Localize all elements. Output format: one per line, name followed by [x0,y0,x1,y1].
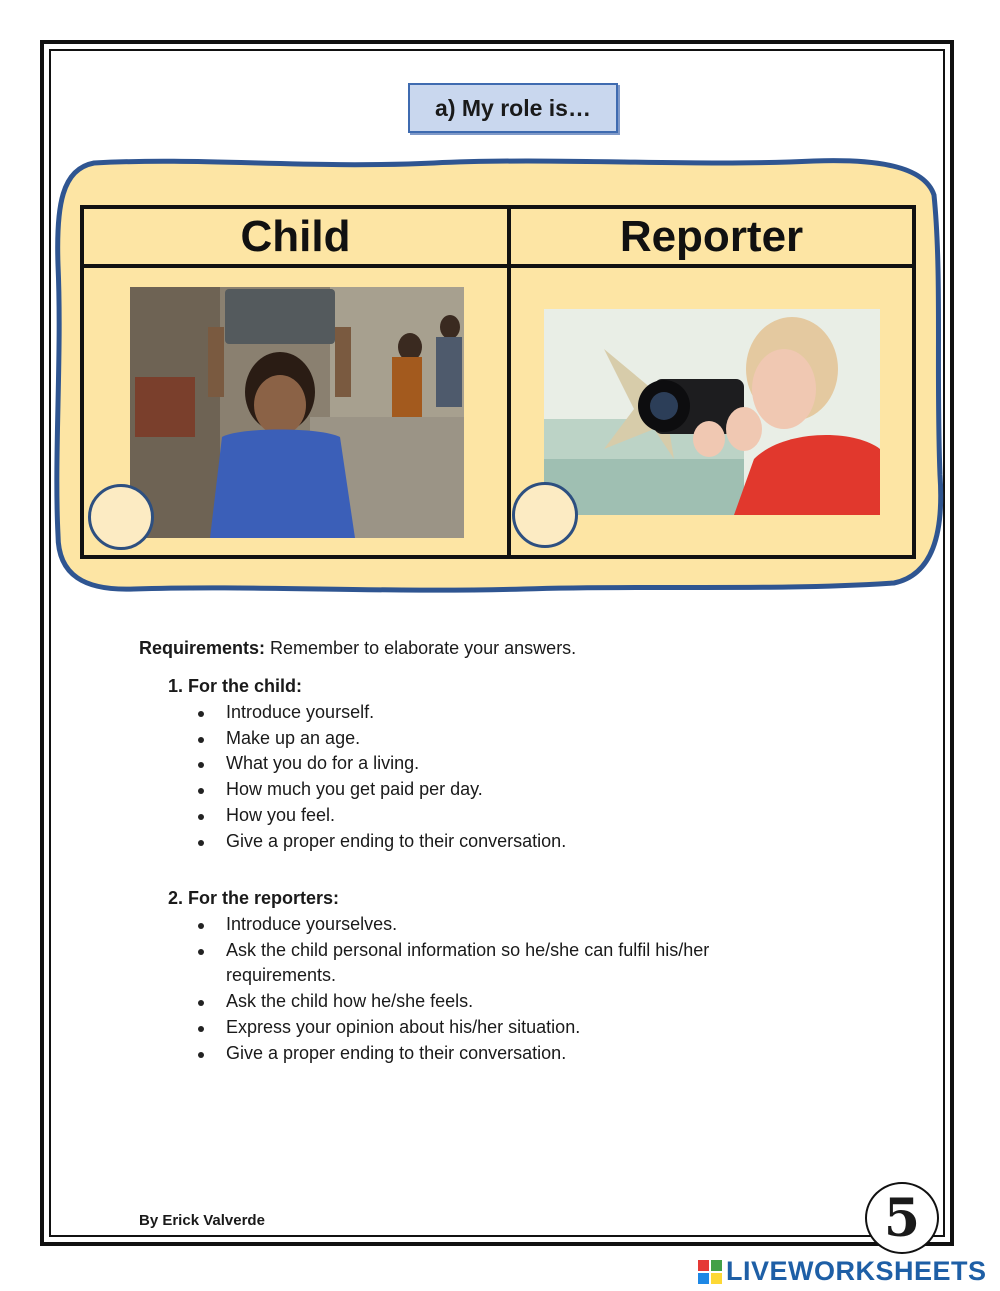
child-requirements-list [196,700,776,854]
list-item: Give a proper ending to their conversation. [196,829,776,855]
liveworksheets-logo [698,1256,987,1287]
list-item: How much you get paid per day. [196,777,776,803]
list-item: Give a proper ending to their conversation. [196,1041,776,1067]
role-header-reporter: Reporter [619,211,804,261]
list-item: How you feel. [196,803,776,829]
child-photo [130,287,464,538]
list-item: What you do for a living. [196,751,776,777]
author-credit: By Erick Valverde [139,1212,265,1229]
reporter-photo [544,309,880,515]
table-divider-horizontal [84,264,912,268]
table-divider-vertical [507,209,511,555]
requirements-label: Requirements: [139,638,266,658]
reporter-requirements-list [196,912,776,1066]
role-title: a) My role is… [408,83,618,133]
list-item: Ask the child personal information so he/she can fulfil his/her requirements. [196,938,776,989]
section-title-reporters: 2. For the reporters: [168,888,340,908]
liveworksheets-wordmark: LIVEWORKSHEETS [726,1256,987,1286]
role-header-child: Child [240,211,351,261]
list-item: Ask the child how he/she feels. [196,989,776,1015]
list-item: Introduce yourself. [196,700,776,726]
list-item: Make up an age. [196,726,776,752]
list-item: Introduce yourselves. [196,912,776,938]
radio-select-reporter[interactable] [512,482,578,548]
radio-select-child[interactable] [88,484,154,550]
requirements-line [139,638,576,659]
requirements-text: Remember to elaborate your answers. [270,638,577,658]
section-title-child: 1. For the child: [168,676,303,696]
roles-table [80,205,916,559]
list-item: Express your opinion about his/her situation. [196,1015,776,1041]
page-number-badge: 5 [865,1182,939,1254]
liveworksheets-logo-icon [698,1260,722,1284]
